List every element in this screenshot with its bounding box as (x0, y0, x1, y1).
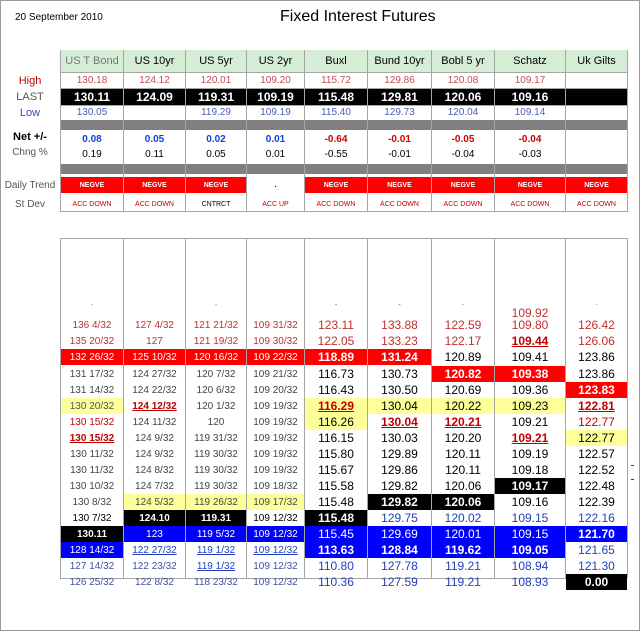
level-cell: 124 5/32 (124, 494, 185, 510)
level-marker: - (214, 301, 218, 309)
level-cell: 109 19/32 (253, 416, 298, 428)
level-cell: 124 12/32 (132, 400, 177, 412)
level-cell: 109 20/32 (253, 384, 298, 396)
low-value: 115.40 (321, 107, 351, 118)
level-cell: 109.21 (511, 415, 549, 429)
level-cell: 108.94 (511, 559, 549, 573)
level-cell: 124 9/32 (135, 448, 174, 460)
level-cell: 116.73 (318, 367, 354, 381)
high-value (566, 73, 627, 88)
grid-line (60, 105, 627, 106)
level-cell: 116.29 (305, 398, 367, 414)
level-cell: 113.63 (305, 542, 367, 558)
side-marker (631, 479, 634, 480)
level-cell: 109.36 (511, 383, 549, 397)
level-cell: 109.23 (495, 398, 565, 414)
grid-line (627, 50, 628, 212)
level-cell: 127 14/32 (69, 560, 115, 572)
level-cell: 122.39 (578, 495, 615, 509)
level-cell: 130 15/32 (69, 432, 115, 444)
grid-line (123, 50, 124, 212)
grid-line (246, 50, 247, 212)
st-dev-status: ACC UP (262, 200, 289, 208)
level-cell: 122.48 (578, 479, 615, 493)
last-value: 115.48 (305, 88, 367, 105)
level-cell: 124 8/32 (135, 464, 174, 476)
low-value (124, 105, 185, 120)
net-change-value: -0.04 (518, 133, 542, 145)
daily-trend-badge: NEGVE (124, 177, 185, 193)
level-cell: 122.05 (317, 334, 355, 348)
page-title: Fixed Interest Futures (280, 8, 436, 25)
level-cell: 130 20/32 (61, 398, 123, 414)
last-value: 109.19 (247, 88, 304, 105)
level-cell: 115.48 (305, 510, 367, 526)
level-cell: 120.22 (432, 398, 494, 414)
level-cell: 122.59 (444, 318, 482, 332)
net-change-value: 0.02 (206, 133, 226, 145)
level-cell: 119 30/32 (194, 448, 238, 460)
level-cell: 122.57 (578, 447, 615, 461)
level-cell: 120.20 (444, 431, 482, 445)
percent-change-value: -0.55 (324, 149, 348, 160)
st-dev-status: ACC DOWN (577, 200, 616, 208)
level-cell: 127.59 (381, 575, 418, 589)
level-cell: 130 15/32 (69, 416, 115, 428)
last-value: 124.09 (124, 88, 185, 105)
st-dev-status: ACC DOWN (135, 200, 174, 208)
level-cell: 129.82 (381, 479, 418, 493)
daily-trend-badge: NEGVE (432, 177, 494, 193)
level-cell: 109 18/32 (253, 480, 298, 492)
percent-change-value: -0.04 (451, 149, 475, 160)
level-cell: 109.15 (511, 511, 549, 525)
row-label-daily-trend: Daily Trend (4, 179, 56, 191)
level-cell: 132 26/32 (61, 349, 123, 365)
low-value: 130.05 (76, 107, 108, 118)
level-cell: 109 12/32 (253, 576, 298, 588)
level-cell: 122 23/32 (132, 560, 177, 572)
grid-line (565, 50, 566, 212)
level-cell: 122.77 (566, 430, 627, 446)
level-cell: 130 8/32 (72, 496, 112, 508)
level-cell: 109 30/32 (253, 335, 298, 347)
level-cell: 109.05 (495, 542, 565, 558)
grid-line (494, 50, 495, 212)
grid-line (60, 238, 627, 239)
level-cell: 130.50 (381, 383, 418, 397)
level-cell: 129.89 (381, 447, 418, 461)
level-cell: 120 1/32 (196, 400, 236, 412)
level-cell: 120.69 (444, 383, 482, 397)
net-change-value: 0.01 (265, 133, 286, 145)
level-cell: 129.86 (381, 463, 418, 477)
level-cell: 0.00 (566, 574, 627, 590)
level-cell: 133.88 (381, 318, 418, 332)
high-value: 130.18 (76, 75, 108, 86)
st-dev-status: ACC DOWN (72, 200, 112, 208)
level-cell: 109.80 (511, 318, 549, 332)
level-cell: 120.06 (444, 479, 482, 493)
high-value: 109.17 (514, 75, 546, 86)
level-cell: 131 17/32 (69, 368, 115, 380)
level-cell: 131 14/32 (69, 384, 115, 396)
level-cell: 124.10 (124, 510, 185, 526)
low-value (566, 105, 627, 120)
level-cell: 109 12/32 (247, 526, 304, 542)
level-cell: 121.65 (578, 543, 615, 557)
row-label-st-dev: St Dev (14, 198, 45, 210)
level-marker: - (334, 301, 338, 309)
level-cell: 119 30/32 (194, 464, 238, 476)
level-cell: 115.80 (318, 447, 354, 461)
st-dev-status: ACC DOWN (380, 200, 419, 208)
level-cell: 124 22/32 (132, 384, 177, 396)
high-value: 115.72 (321, 75, 351, 86)
daily-trend-badge: NEGVE (566, 177, 627, 193)
level-cell: 119.62 (432, 542, 494, 558)
level-cell: 124 11/32 (132, 416, 177, 428)
level-cell: 119 1/32 (196, 544, 236, 556)
level-cell: 118 23/32 (194, 576, 238, 588)
level-cell: 122 27/32 (132, 544, 177, 556)
level-cell: 120.02 (444, 511, 482, 525)
level-cell: 129.82 (368, 494, 431, 510)
level-cell: 121.30 (578, 559, 615, 573)
level-cell: 119 30/32 (194, 480, 238, 492)
high-value: 129.86 (384, 75, 415, 86)
level-cell: 109.41 (511, 350, 549, 364)
instrument-header: US T Bond (61, 50, 123, 72)
net-change-value: -0.05 (451, 133, 475, 145)
level-cell: 129.75 (381, 511, 418, 525)
high-value: 124.12 (139, 75, 170, 86)
level-cell: 109 17/32 (247, 494, 304, 510)
level-cell: 115.45 (305, 526, 367, 542)
level-cell: 136 4/32 (72, 319, 112, 331)
level-cell: 109 19/32 (253, 432, 298, 444)
percent-change-value: 0.19 (82, 149, 102, 160)
net-change-value: 0.08 (82, 133, 102, 145)
high-value: 120.08 (447, 75, 479, 86)
row-label-last: LAST (16, 90, 44, 103)
level-cell: 129.69 (368, 526, 431, 542)
percent-change-value: 0.01 (265, 149, 286, 160)
level-cell: 122.16 (578, 511, 615, 525)
level-cell: 120 6/32 (196, 384, 236, 396)
level-cell: 121 21/32 (193, 319, 239, 331)
level-cell: 109.44 (511, 334, 549, 348)
level-cell: 120.01 (432, 526, 494, 542)
daily-trend-badge: NEGVE (368, 177, 431, 193)
level-cell: 130.04 (381, 415, 418, 429)
level-cell: 110.36 (318, 575, 354, 589)
instrument-header: US 2yr (247, 50, 304, 72)
grid-line (60, 50, 61, 212)
low-value: 129.73 (384, 107, 415, 118)
level-cell: 119 31/32 (194, 432, 238, 444)
instrument-header: Bobl 5 yr (432, 50, 494, 72)
percent-change-value: -0.01 (388, 149, 411, 160)
row-label-chng: Chng % (12, 146, 48, 158)
low-value: 119.29 (201, 107, 231, 118)
level-cell: 109.18 (511, 463, 549, 477)
daily-trend-badge: . (247, 177, 304, 193)
level-cell: 122 8/32 (135, 576, 174, 588)
instrument-header: Schatz (495, 50, 565, 72)
level-cell: 124 27/32 (132, 368, 177, 380)
level-cell: 109 19/32 (253, 400, 298, 412)
level-cell: 120 7/32 (196, 368, 236, 380)
level-cell: 115.48 (318, 495, 354, 509)
level-cell: 123 (124, 526, 185, 542)
level-cell: 123.11 (318, 318, 354, 332)
grid-line (185, 50, 186, 212)
level-cell: 110.80 (318, 559, 354, 573)
level-cell: 122.17 (444, 334, 482, 348)
high-value: 120.01 (200, 75, 232, 86)
level-cell: 122.52 (578, 463, 615, 477)
level-cell: 130.73 (381, 367, 418, 381)
level-cell: 109 19/32 (253, 464, 298, 476)
level-cell: 130.04 (368, 398, 431, 414)
level-cell: 120 16/32 (186, 349, 246, 365)
level-cell: 126.06 (578, 334, 615, 348)
net-change-value: 0.05 (144, 133, 165, 145)
report-date: 20 September 2010 (15, 12, 103, 23)
level-cell: 109 12/32 (253, 512, 298, 524)
grid-line (431, 50, 432, 212)
level-cell: 130.11 (61, 526, 123, 542)
level-cell: 125 10/32 (124, 349, 185, 365)
level-cell: 126.42 (578, 318, 615, 332)
level-cell: 109.92 (511, 306, 549, 320)
level-cell: 109.38 (495, 366, 565, 382)
row-label-net: Net +/- (13, 131, 47, 143)
low-value: 109.14 (514, 107, 546, 118)
low-value: 109.19 (260, 107, 291, 118)
grid-line (60, 88, 627, 89)
level-cell: 109.17 (495, 478, 565, 494)
level-cell: 120 (207, 416, 225, 428)
level-marker: - (595, 301, 598, 309)
level-cell: 130.03 (381, 431, 418, 445)
level-cell: 109 19/32 (253, 448, 298, 460)
side-marker (631, 465, 634, 466)
grid-line (367, 50, 368, 212)
level-cell: 124 9/32 (135, 432, 174, 444)
level-cell: 128.84 (368, 542, 431, 558)
daily-trend-badge: NEGVE (305, 177, 367, 193)
level-cell: 120.11 (445, 447, 481, 461)
grid-line (304, 50, 305, 212)
level-cell: 128 14/32 (61, 542, 123, 558)
level-cell: 126 25/32 (69, 576, 115, 588)
level-cell: 135 20/32 (69, 335, 115, 347)
level-cell: 109 12/32 (253, 560, 298, 572)
instrument-header: Buxl (305, 50, 367, 72)
level-cell: 123.86 (578, 367, 615, 381)
separator-band (60, 120, 627, 130)
level-cell: 119.21 (445, 559, 481, 573)
level-cell: 115.58 (318, 479, 354, 493)
level-cell: 121.70 (566, 526, 627, 542)
last-value (566, 88, 627, 105)
level-cell: 127 4/32 (135, 319, 174, 331)
level-cell: 127.78 (381, 559, 418, 573)
level-cell: 109.21 (511, 431, 549, 445)
daily-trend-badge: NEGVE (495, 177, 565, 193)
level-cell: 119.31 (186, 510, 246, 526)
high-value: 109.20 (260, 75, 291, 86)
level-cell: 119 1/32 (196, 560, 236, 572)
instrument-header: US 10yr (124, 50, 185, 72)
st-dev-status: CNTRCT (201, 200, 231, 208)
level-cell: 119.21 (445, 575, 481, 589)
level-cell: 122.81 (578, 399, 615, 413)
last-value: 130.11 (61, 88, 123, 105)
st-dev-status: ACC DOWN (510, 200, 550, 208)
level-cell: 116.26 (305, 414, 367, 430)
last-value: 120.06 (432, 88, 494, 105)
level-cell: 121 19/32 (193, 335, 239, 347)
daily-trend-badge: NEGVE (186, 177, 246, 193)
last-value: 129.81 (368, 88, 431, 105)
net-change-value: -0.64 (324, 133, 348, 145)
level-marker: - (461, 301, 465, 309)
level-cell: 109 21/32 (253, 368, 298, 380)
level-cell: 133.23 (381, 334, 418, 348)
level-cell: 131.24 (368, 349, 431, 365)
instrument-header: US 5yr (186, 50, 246, 72)
level-cell: 130 11/32 (70, 464, 114, 476)
level-cell: 130 10/32 (69, 480, 115, 492)
percent-change-value: -0.03 (518, 149, 542, 160)
level-cell: 123.83 (566, 382, 627, 398)
level-cell: 109 12/32 (253, 544, 298, 556)
level-cell: 119 26/32 (186, 494, 246, 510)
st-dev-status: ACC DOWN (443, 200, 483, 208)
level-cell: 130 11/32 (70, 448, 114, 460)
percent-change-value: 0.11 (145, 149, 164, 160)
net-change-value: -0.01 (388, 133, 411, 145)
instrument-header: Uk Gilts (566, 50, 627, 72)
level-cell: 120.89 (444, 350, 482, 364)
level-cell: 124 7/32 (135, 480, 174, 492)
level-cell: 120.06 (432, 494, 494, 510)
last-value: 119.31 (186, 88, 246, 105)
level-cell: 119 5/32 (186, 526, 246, 542)
level-marker: - (90, 301, 94, 309)
level-cell: 118.89 (305, 349, 367, 365)
grid-line (60, 72, 627, 73)
level-cell: 115.67 (318, 463, 354, 477)
level-cell: 130 7/32 (72, 512, 112, 524)
separator-band (60, 164, 627, 174)
st-dev-status: ACC DOWN (316, 200, 356, 208)
level-cell: 116.43 (318, 383, 354, 397)
last-value: 109.16 (495, 88, 565, 105)
daily-trend-badge: NEGVE (61, 177, 123, 193)
level-marker: - (398, 301, 401, 309)
level-cell: 108.93 (511, 575, 549, 589)
low-value: 120.04 (447, 107, 479, 118)
level-cell: 120.11 (445, 463, 481, 477)
level-cell: 127 (146, 335, 163, 347)
level-cell: 120.21 (444, 415, 482, 429)
row-label-high: High (18, 74, 42, 87)
percent-change-value (566, 147, 627, 162)
level-cell: 109.19 (511, 447, 549, 461)
level-cell: 123.86 (578, 350, 615, 364)
row-label-low: Low (19, 106, 41, 119)
instrument-header: Bund 10yr (368, 50, 431, 72)
level-cell: 120.82 (432, 366, 494, 382)
level-cell: 109 22/32 (247, 349, 304, 365)
level-cell: 116.15 (318, 431, 354, 445)
level-cell: 109.16 (511, 495, 549, 509)
level-cell: 109 31/32 (253, 319, 298, 331)
percent-change-value: 0.05 (206, 149, 226, 160)
grid-line (627, 238, 628, 578)
net-change-value (566, 131, 627, 147)
level-cell: 109.15 (495, 526, 565, 542)
grid-line (60, 211, 627, 212)
level-cell: 122.77 (578, 415, 615, 429)
